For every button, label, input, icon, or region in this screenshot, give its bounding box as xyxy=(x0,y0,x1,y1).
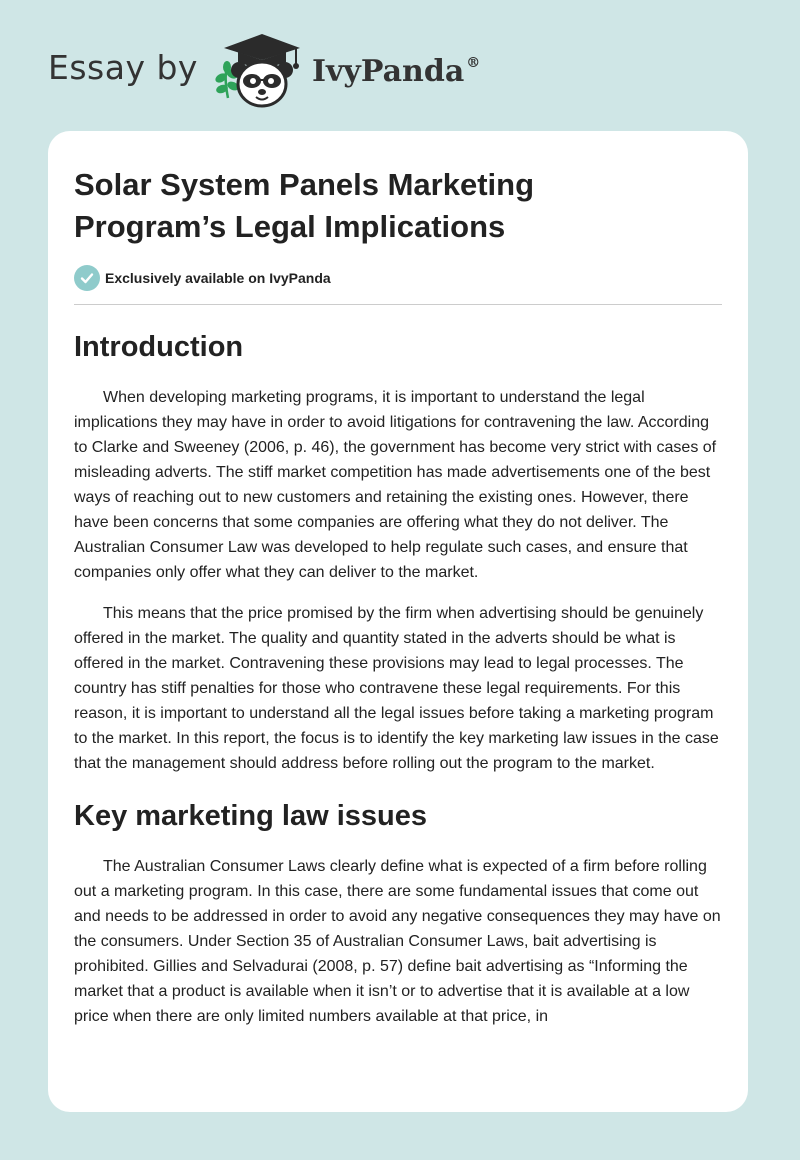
title-divider xyxy=(74,304,722,305)
trademark-symbol: ® xyxy=(466,54,481,71)
check-circle-icon xyxy=(74,265,100,291)
panda-graduate-icon[interactable] xyxy=(212,30,304,110)
paragraph: This means that the price promised by the firm when advertising should be genuinely offered in the market. The quality and quantity stated in the adverts should be what is offered in the market. Contravening these provisions may lead to legal processes. The country has stiff penalties for those who contravene these legal requirements. For this reason, it is important to understand all the legal issues before taking a marketing program to the market. In this report, the focus is to identify the key marketing law issues in the case that the management should address before rolling out the program to the market. xyxy=(74,605,719,772)
article-title xyxy=(74,164,722,248)
brand-name[interactable] xyxy=(312,54,480,89)
paragraph: When developing marketing programs, it is important to understand the legal implications they may have in order to avoid litigations for contravening the law. According to Clarke and Sweeney (2006, p. 46), the government has become very strict with cases of misleading adverts. The stiff market competition has made advertisements one of the best ways of reaching out to new customers and retaining the existing ones. However, there have been concerns that some companies are offering what they do not deliver. The Australian Consumer Law was developed to help regulate such cases, and ensure that companies only offer what they can deliver to the market. xyxy=(74,389,717,581)
paragraph: The Australian Consumer Laws clearly define what is expected of a firm before rolling out a marketing program. In this case, there are some fundamental issues that come out and needs to be addressed in order to avoid any negative consequences they may have on the consumers. Under Section 35 of Australian Consumer Laws, bait advertising is prohibited. Gillies and Selvadurai (2008, p. 57) define bait advertising as “Informing the market that a product is available when it isn’t or to advertise that it is available at a low price when there are only limited numbers available at that price, in xyxy=(74,858,721,1025)
exclusive-badge xyxy=(74,264,722,292)
article-card xyxy=(48,131,748,1112)
exclusive-badge-label: Exclusively available on IvyPanda xyxy=(105,270,331,286)
article-title-line-1: Solar System Panels Marketing xyxy=(74,167,535,202)
essay-by-label: Essay by xyxy=(48,47,198,87)
brand-label: IvyPanda xyxy=(311,53,465,89)
article-title-line-2: Program’s Legal Implications xyxy=(74,209,506,244)
section-heading-key-issues: Key marketing law issues xyxy=(74,800,427,832)
site-header xyxy=(48,30,480,110)
section-heading-introduction: Introduction xyxy=(74,331,244,363)
